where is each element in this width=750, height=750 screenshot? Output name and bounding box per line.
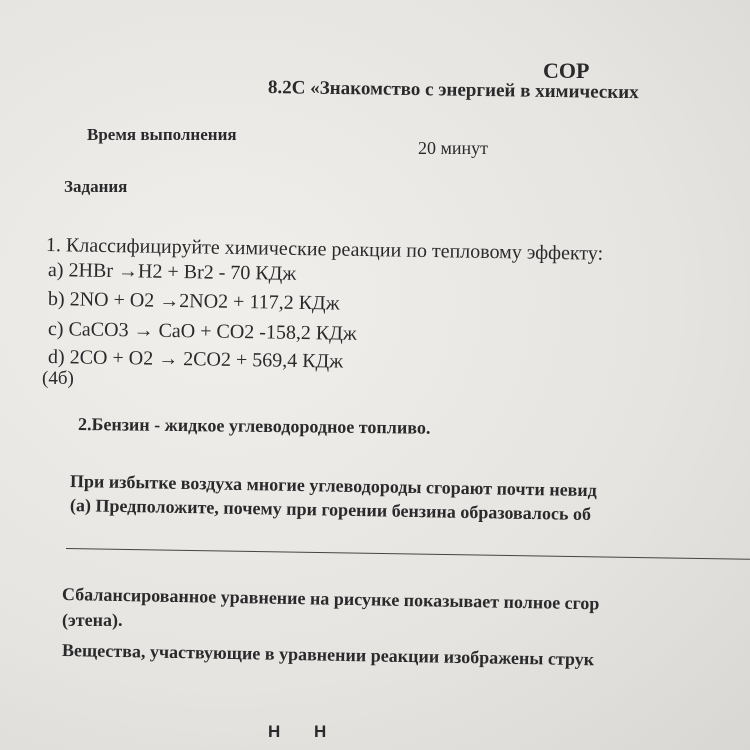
document-subtitle: 8.2С «Знакомство с энергией в химических xyxy=(267,77,639,104)
reaction-c-text: CaCO3 → CaO + CO2 -158,2 КДж xyxy=(68,318,357,345)
reaction-b-text: 2NO + O2 →2NO2 + 117,2 КДж xyxy=(69,288,340,315)
reaction-c xyxy=(48,318,357,346)
task3-line2: (этена). xyxy=(62,610,123,630)
task1-score: (4б) xyxy=(42,368,74,389)
reaction-d-text: 2CO + O2 → 2CO2 + 569,4 КДж xyxy=(69,346,344,373)
reaction-b-label: b) xyxy=(47,288,70,311)
reaction-c-label: c) xyxy=(47,318,69,341)
reaction-d-label: d) xyxy=(47,346,70,369)
reaction-a-text: 2HBr →H2 + Br2 - 70 КДж xyxy=(68,259,297,285)
document-title: СОР xyxy=(543,58,590,83)
reaction-a xyxy=(48,259,297,286)
task2-heading: 2.Бензин - жидкое углеводородное топливо. xyxy=(77,414,431,438)
time-label: Время выполнения xyxy=(87,125,237,144)
atom-h-2: H xyxy=(314,722,327,741)
answer-line xyxy=(66,548,750,560)
reaction-a-label: a) xyxy=(47,259,69,282)
task3-line1: Сбалансированное уравнение на рисунке показывает полное сгор xyxy=(61,584,600,614)
reaction-d xyxy=(48,346,343,374)
part-a-text: Предположите, почему при горении бензина образовалось об xyxy=(90,495,592,525)
part-a-label: (a) xyxy=(69,495,92,516)
task2-line1: При избытке воздуха многие углеводороды сгорают почти невид xyxy=(69,471,598,501)
task3-line3: Вещества, участвующие в уравнении реакции изображены струк xyxy=(61,640,595,670)
task1-prompt-text: 1. Классифицируйте химические реакции по тепловому эффекту: xyxy=(45,234,604,265)
atom-h-1: H xyxy=(268,722,281,741)
time-value: 20 минут xyxy=(418,138,489,158)
reaction-b xyxy=(48,288,340,316)
tasks-heading: Задания xyxy=(64,177,128,196)
